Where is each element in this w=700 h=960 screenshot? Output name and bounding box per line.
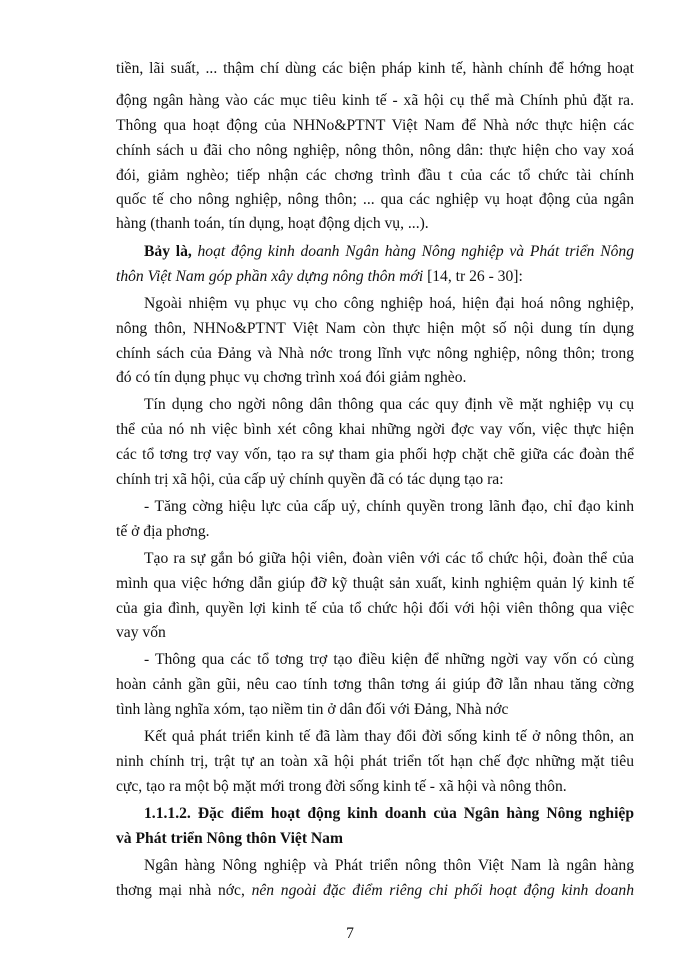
text-run: ninh chính trị, trật tự an toàn xã hội phát triển tốt hạn chế đợc những mặt tiêu (116, 753, 634, 770)
text-line (116, 59, 634, 79)
text-line (144, 395, 634, 415)
text-line (144, 650, 634, 670)
text-line (116, 267, 634, 287)
text-line (116, 91, 634, 111)
text-run: các tổ tơng trợ vay vốn, tạo ra sự tham gia phối hợp chặt chẽ giữa các đoàn thể (116, 446, 634, 463)
text-run: tình làng nghĩa xóm, tạo niềm tin ở dân đối với Đảng, Nhà nớc (116, 701, 509, 718)
text-run: vay vốn (116, 624, 166, 641)
text-line (116, 166, 634, 186)
text-run: động ngân hàng vào các mục tiêu kinh tế - xã hội cụ thể mà Chính phủ đặt ra. (116, 92, 634, 109)
text-line (116, 623, 634, 643)
text-line (144, 242, 634, 262)
text-line (116, 700, 634, 720)
text-run: cực, tạo ra một bộ mặt mới trong đời sống kinh tế - xã hội và nông thôn. (116, 778, 567, 795)
text-line (116, 752, 634, 772)
text-run: Tạo ra sự gắn bó giữa hội viên, đoàn viên với các tổ chức hội, đoàn thể của (144, 550, 634, 567)
text-line (116, 777, 634, 797)
text-run: đó có tín dụng phục vụ chơng trình xoá đói giảm nghèo. (116, 369, 467, 386)
bold-run: Bảy là, (144, 243, 192, 260)
text-line (116, 675, 634, 695)
text-run: chính sách của Đảng và Nhà nớc trong lĩnh vực nông nghiệp, nông thôn; trong (116, 345, 634, 362)
bold-run: 1.1.1.2. Đặc điểm hoạt động kinh doanh của Ngân hàng Nông nghiệp (144, 805, 634, 822)
text-line (116, 470, 634, 490)
page-number: 7 (346, 925, 354, 942)
text-run: chính sách u đãi cho nông nghiệp, nông thôn, nông dân: thực hiện cho vay xoá (116, 142, 634, 159)
text-run: tiền, lãi suất, ... thậm chí dùng các biện pháp kinh tế, hành chính để hớng hoạt (116, 60, 634, 77)
text-line (116, 599, 634, 619)
text-line (144, 727, 634, 747)
text-run: mình qua việc hớng dẫn giúp đỡ kỹ thuật sản xuất, kinh nghiệm quản lý kinh tế (116, 575, 634, 592)
text-line (116, 368, 634, 388)
text-run: của gia đình, quyền lợi kinh tế của tổ chức hội đối với hội viên thông qua việc (116, 600, 634, 617)
text-run: hàng (thanh toán, tín dụng, hoạt động dịch vụ, ...). (116, 215, 429, 232)
text-line (144, 549, 634, 569)
text-line (144, 856, 634, 876)
text-run: Tín dụng cho ngời nông dân thông qua các quy định về mặt nghiệp vụ cụ (144, 396, 634, 413)
text-run: [14, tr 26 - 30]: (423, 268, 523, 285)
text-line (116, 116, 634, 136)
text-line (116, 190, 634, 210)
italic-run: hoạt động kinh doanh Ngân hàng Nông nghiệp và Phát triển Nông (191, 243, 634, 260)
text-run: - Tăng cờng hiệu lực của cấp uỷ, chính quyền trong lãnh đạo, chỉ đạo kinh (144, 498, 634, 515)
text-run: Thông qua hoạt động của NHNo&PTNT Việt Nam để Nhà nớc thực hiện các (116, 117, 634, 134)
text-run: - Thông qua các tổ tơng trợ tạo điều kiện để những ngời vay vốn có cùng (144, 651, 634, 668)
text-line (116, 420, 634, 440)
text-run: quốc tế cho nông nghiệp, nông thôn; ... qua các nghiệp vụ hoạt động của ngân (116, 191, 634, 208)
text-run: chính trị xã hội, của cấp uỷ chính quyền đã có tác dụng tạo ra: (116, 471, 504, 488)
text-run: nông thôn, NHNo&PTNT Việt Nam còn thực hiện một số nội dung tín dụng (116, 320, 634, 337)
bold-run: và Phát triển Nông thôn Việt Nam (116, 830, 343, 847)
text-line (116, 881, 634, 901)
text-line (116, 344, 634, 364)
text-line (116, 214, 634, 234)
text-run: Ngoài nhiệm vụ phục vụ cho công nghiệp hoá, hiện đại hoá nông nghiệp, (144, 295, 634, 312)
text-run: tế ở địa phơng. (116, 523, 210, 540)
italic-run: thôn Việt Nam góp phần xây dựng nông thôn mới (116, 268, 424, 285)
text-line (116, 141, 634, 161)
text-run: hoàn cảnh gần gũi, nêu cao tính tơng thân tơng ái giúp đỡ lẫn nhau tăng cờng (116, 676, 634, 693)
text-line (116, 319, 634, 339)
text-run: đói, giảm nghèo; tiếp nhận các chơng trình đầu t của các tổ chức tài chính (116, 167, 634, 184)
text-line (144, 294, 634, 314)
text-line (144, 497, 634, 517)
italic-run: nên ngoài đặc điểm riêng chi phối hoạt động kinh doanh (244, 882, 634, 899)
text-line (116, 829, 634, 849)
text-line (144, 804, 634, 824)
text-line (116, 574, 634, 594)
text-line (116, 522, 634, 542)
text-run: Kết quả phát triển kinh tế đã làm thay đổi đời sống kinh tế ở nông thôn, an (144, 728, 634, 745)
text-run: thể của nó nh việc bình xét công khai những ngời đợc vay vốn, việc thực hiện (116, 421, 634, 438)
text-line (116, 445, 634, 465)
text-run: thơng mại nhà nớc, (116, 882, 245, 899)
text-run: Ngân hàng Nông nghiệp và Phát triển nông thôn Việt Nam là ngân hàng (144, 857, 634, 874)
